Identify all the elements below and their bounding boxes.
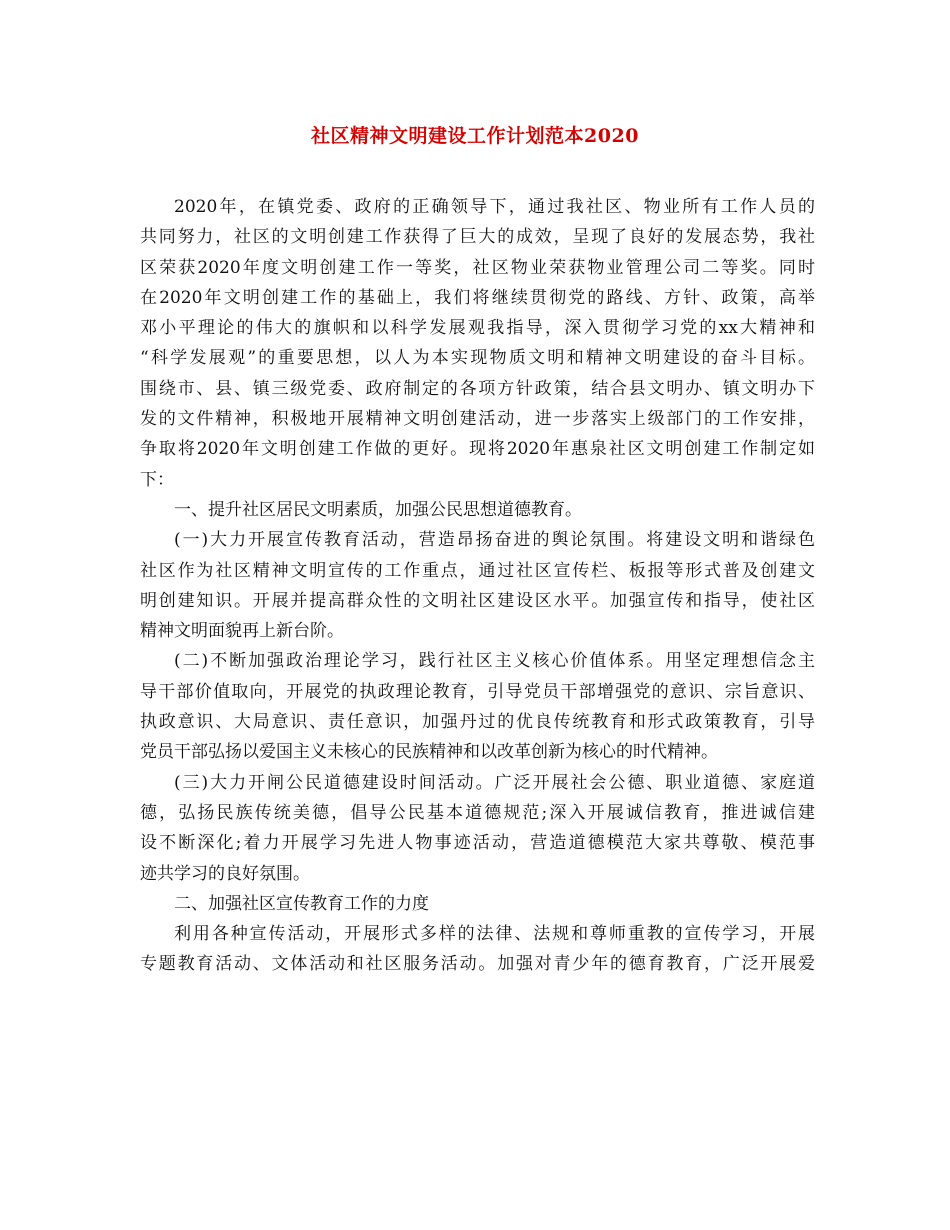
paragraph	[140, 919, 815, 980]
document-title: 社区精神文明建设工作计划范本2020	[311, 125, 639, 147]
text-line: (一)大力开展宣传教育活动，营造昂扬奋进的舆论氛围。将建设文明和谐绿色	[174, 530, 815, 551]
text-line: 精神文明面貌再上新台阶。	[140, 621, 344, 642]
paragraph	[140, 889, 815, 919]
text-line: 下：	[140, 469, 174, 490]
text-line: 明创建知识。开展并提高群众性的文明社区建设区水平。加强宣传和指导，使社区	[140, 590, 815, 611]
text-line: 区荣获2020年度文明创建工作一等奖，社区物业荣获物业管理公司二等奖。同时	[140, 257, 815, 278]
text-line: 发的文件精神，积极地开展精神文明创建活动，进一步落实上级部门的工作安排，	[140, 409, 815, 430]
text-line: 导干部价值取向，开展党的执政理论教育，引导党员干部增强党的意识、宗旨意识、	[140, 681, 815, 702]
text-line: 社区作为社区精神文明宣传的工作重点，通过社区宣传栏、板报等形式普及创建文	[140, 560, 815, 581]
text-line: 专题教育活动、文体活动和社区服务活动。加强对青少年的德育教育，广泛开展爱	[140, 954, 815, 975]
text-line: 争取将2020年文明创建工作做的更好。现将2020年惠泉社区文明创建工作制定如	[140, 439, 815, 460]
text-line: 执政意识、大局意识、责任意识，加强丹过的优良传统教育和形式政策教育，引导	[140, 712, 815, 733]
text-line: 迹共学习的良好氛围。	[140, 863, 310, 884]
text-line: 二、加强社区宣传教育工作的力度	[174, 893, 429, 914]
text-line: 2020年，在镇党委、政府的正确领导下，通过我社区、物业所有工作人员的	[174, 197, 815, 217]
text-line: 一、提升社区居民文明素质，加强公民思想道德教育。	[174, 499, 582, 520]
text-line: 利用各种宣传活动，开展形式多样的法律、法规和尊师重教的宣传学习，开展	[174, 924, 815, 945]
text-line: 在2020年文明创建工作的基础上，我们将继续贯彻党的路线、方针、政策，高举	[140, 287, 815, 308]
text-line: 党员干部弘扬以爱国主义未核心的民族精神和以改革创新为核心的时代精神。	[140, 742, 718, 763]
paragraph	[140, 495, 815, 525]
text-line: 德，弘扬民族传统美德，倡导公民基本道德规范;深入开展诚信教育，推进诚信建	[140, 802, 815, 823]
text-line: 邓小平理论的伟大的旗帜和以科学发展观我指导，深入贯彻学习党的xx大精神和	[140, 318, 815, 339]
text-line: “科学发展观”的重要思想，以人为本实现物质文明和精神文明建设的奋斗目标。	[140, 348, 815, 369]
paragraph	[140, 525, 815, 646]
document-body	[140, 192, 815, 980]
text-line: 围绕市、县、镇三级党委、政府制定的各项方针政策，结合县文明办、镇文明办下	[140, 378, 815, 399]
paragraph	[140, 192, 815, 495]
text-line: 共同努力，社区的文明创建工作获得了巨大的成效，呈现了良好的发展态势，我社	[140, 227, 815, 248]
text-line: (二)不断加强政治理论学习，践行社区主义核心价值体系。用坚定理想信念主	[174, 651, 815, 672]
paragraph	[140, 646, 815, 767]
text-line: 设不断深化;着力开展学习先进人物事迹活动，营造道德模范大家共尊敬、模范事	[140, 833, 815, 854]
paragraph	[140, 768, 815, 889]
text-line: (三)大力开闸公民道德建设时间活动。广泛开展社会公德、职业道德、家庭道	[174, 772, 815, 793]
